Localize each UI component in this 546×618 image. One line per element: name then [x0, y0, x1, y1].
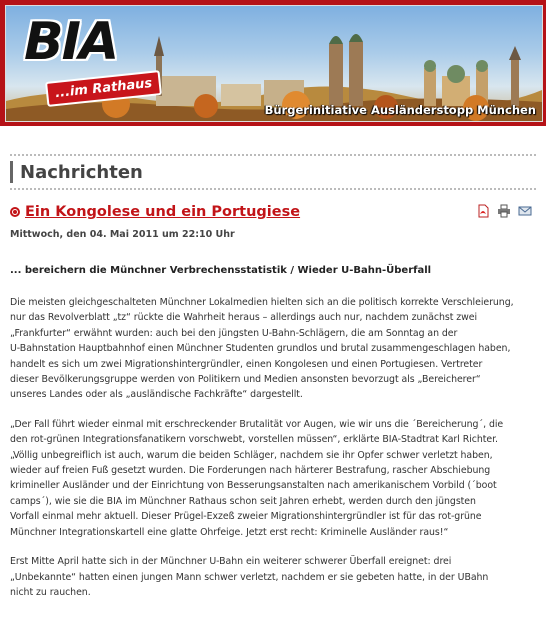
- article-paragraph-3: Erst Mitte April hatte sich in der Münchner U-Bahn ein weiterer schwerer Überfall ereignet: drei „Unbekannte“ hatten einen jungen Mann schwer verletzt, nachdem er sie gebeten hatte, in der UBahn nicht zu rauchen.: [10, 556, 489, 598]
- article-paragraph-2: „Der Fall führt wieder einmal mit erschreckender Brutalität vor Augen, wie wir uns die ´Bereicherung´, die den rot-grünen Integrationsfanatikern vorschwebt, vorstellen müssen“, erklärte BIA-Stadtrat Karl Richter. „Völlig unbegreiflich ist auch, warum die beiden Schläger, nachdem sie ihr Opfer schwer verletzt haben, wieder auf freien Fuß gesetzt wurden. Die Forderungen nach härterer Bestrafung, rascher Abschiebung krimineller Ausländer und der Einrichtung von Besserungsanstalten nach amerikanischem Vorbild (´boot camps´), wie sie die BIA im Münchner Rathaus schon seit Jahren erhebt, werden durch den jüngsten Vorfall einmal mehr aktuell. Dieser Prügel-Exzeß zweier Migrationshintergründler ist für das rot-grüne Münchner Integrationskartell eine glatte Ohrfeige. Jetzt erst recht: Kriminelle Ausländer raus!“: [10, 418, 504, 538]
- site-banner: [0, 0, 546, 126]
- article-title-link[interactable]: Ein Kongolese und ein Portugiese: [25, 204, 301, 220]
- article-tools: [476, 204, 532, 218]
- article-date: Mittwoch, den 04. Mai 2011 um 22:10 Uhr: [10, 229, 235, 240]
- email-icon[interactable]: [518, 204, 532, 218]
- pdf-icon[interactable]: [476, 204, 490, 218]
- logo-badge: ...im Rathaus: [45, 70, 162, 107]
- section-header: [10, 154, 536, 190]
- print-icon[interactable]: [497, 204, 511, 218]
- article-paragraph-1: Die meisten gleichgeschalteten Münchner Lokalmedien hielten sich an die politisch korrekte Verschleierung, nur das Revolverblatt „tz“ rückte die Wahrheit heraus – allerdings auch nur, nachdem zunächst zwei „Frankfurter“ erwähnt wurden: auch bei den jüngsten U-Bahn-Schlägern, die am Sonntag an der U-Bahnstation Hauptbahnhof einen Münchner Studenten grundlos und brutal zusammengeschlagen haben, handelt es sich um zwei Migrationshintergründler, einen Kongolesen und einen Portugiesen. Vertreter dieser Bevölkerungsgruppe werden von Politikern und Medien ansonsten bevorzugt als „Bereicherer“ unseres Landes oder als „ausländische Fachkräfte“ dargestellt.: [10, 297, 514, 401]
- section-marker: [10, 161, 13, 183]
- bullet-icon: [10, 207, 20, 217]
- logo-text: BIA: [24, 12, 118, 72]
- section-title: Nachrichten: [20, 161, 143, 183]
- article-subheading: ... bereichern die Münchner Verbrechensstatistik / Wieder U-Bahn-Überfall: [10, 265, 432, 276]
- site-tagline: Bürgerinitiative Ausländerstopp München: [264, 103, 536, 117]
- article: [10, 202, 536, 600]
- article-title-row: [10, 202, 536, 222]
- logo[interactable]: [24, 12, 153, 116]
- banner-skyline: [5, 5, 543, 122]
